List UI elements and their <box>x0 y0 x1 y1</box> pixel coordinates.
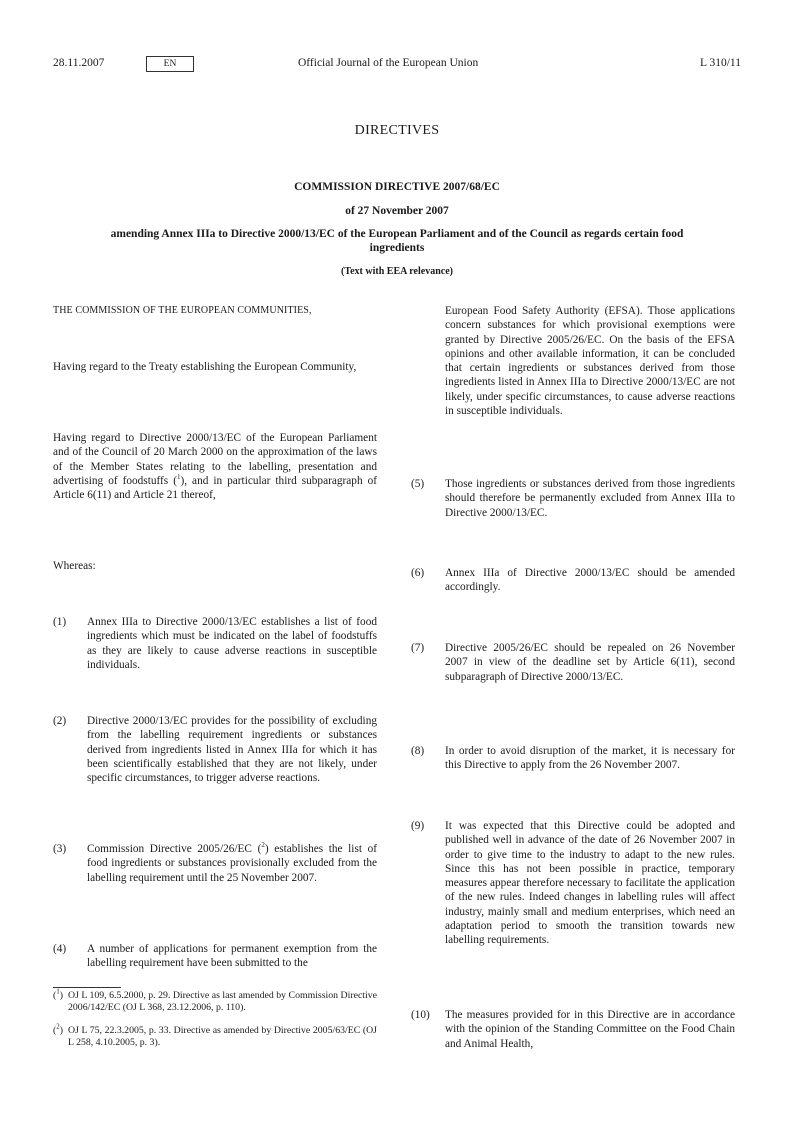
directive-subject: amending Annex IIIa to Directive 2000/13/EC of the European Parliament and of the Council as regards certain food ingredients <box>110 228 684 254</box>
footnote-rule <box>53 987 121 988</box>
preamble-directive: Having regard to Directive 2000/13/EC of the European Parliament and of the Council of 20 March 2000 on the approximation of the laws of the Member States relating to the labelling, presentation and advertising of foodstuffs ($^1$), and in particular third subparagraph of Article 6(11) and Article 21 thereof, <box>53 432 377 502</box>
directive-date: of 27 November 2007 <box>345 205 449 217</box>
recital-3: (3) Commission Directive 2005/26/EC ($^2$) establishes the list of food ingredients or substances provisionally excluded from the labelling requirement until the 25 November 2007. <box>53 841 377 884</box>
recital-9: (9) It was expected that this Directive could be adopted and published well in advance of the date of 26 November 2007 in order to give time to the industry to adapt to the new rules. Since this has not been possible in practice, temporary measures appear therefore necessary to facilitate the application of the new rules. Indeed changes in labelling rules will affect industry, mainly small and medium enterprises, which need an adaptation period to smooth the transition towards new labelling requirements. <box>411 820 735 947</box>
footnote-1: ($^1$) OJ L 109, 6.5.2000, p. 29. Directive as last amended by Commission Directive 2006/142/EC (OJ L 368, 23.12.2006, p. 110). <box>53 987 377 1014</box>
recital-4: (4) A number of applications for permanent exemption from the labelling requirement have been submitted to the <box>53 943 377 970</box>
recital-10: (10) The measures provided for in this Directive are in accordance with the opinion of the Standing Committee on the Food Chain and Animal Health, <box>411 1009 735 1050</box>
language-badge: EN <box>146 56 194 72</box>
preamble-commission: THE COMMISSION OF THE EUROPEAN COMMUNITIES, <box>53 305 312 316</box>
section-title: DIRECTIVES <box>354 123 440 138</box>
recital-6: (6) Annex IIIa of Directive 2000/13/EC should be amended accordingly. <box>411 567 735 594</box>
eea-relevance: (Text with EEA relevance) <box>341 266 453 277</box>
recital-8: (8) In order to avoid disruption of the market, it is necessary for this Directive to apply from the 26 November 2007. <box>411 745 735 772</box>
footnote-2: ($^2$) OJ L 75, 22.3.2005, p. 33. Directive as amended by Directive 2005/63/EC (OJ L 258, 4.10.2005, p. 3). <box>53 1022 377 1049</box>
journal-title: Official Journal of the European Union <box>298 57 479 69</box>
footnote-ref: 2 <box>261 841 265 850</box>
left-column <box>53 0 377 1123</box>
page-number: L 310/11 <box>700 57 741 69</box>
whereas-heading: Whereas: <box>53 560 96 572</box>
recital-2: (2) Directive 2000/13/EC provides for the possibility of excluding from the labelling requirement ingredients or substances derived from ingredients listed in Annex IIIa for which it has been scientifically established that they are not likely, under specific circumstances, to trigger adverse reactions. <box>53 715 377 785</box>
recital-5: (5) Those ingredients or substances derived from those ingredients should therefore be permanently excluded from Annex IIIa to Directive 2000/13/EC. <box>411 478 735 519</box>
recital-4-continued: European Food Safety Authority (EFSA). Those applications concern substances for which provisional exemptions were granted by Directive 2005/26/EC. On the basis of the EFSA opinions and other available information, it can be concluded that certain ingredients or substances derived from those ingredients listed in Annex IIIa to Directive 2000/13/EC are not likely, under specific circumstances, to cause adverse reactions in susceptible individuals. <box>445 305 735 418</box>
directive-title: COMMISSION DIRECTIVE 2007/68/EC <box>294 181 500 193</box>
header-date: 28.11.2007 <box>53 57 105 69</box>
preamble-treaty: Having regard to the Treaty establishing the European Community, <box>53 361 357 373</box>
right-column <box>411 0 735 1123</box>
recital-7: (7) Directive 2005/26/EC should be repealed on 26 November 2007 in view of the deadline set by Article 6(11), second subparagraph of Directive 2000/13/EC. <box>411 642 735 683</box>
footnote-ref: 1 <box>176 473 181 482</box>
recital-1: (1) Annex IIIa to Directive 2000/13/EC establishes a list of food ingredients which must be indicated on the label of foodstuffs as they are likely to cause adverse reactions in susceptible individuals. <box>53 616 377 671</box>
